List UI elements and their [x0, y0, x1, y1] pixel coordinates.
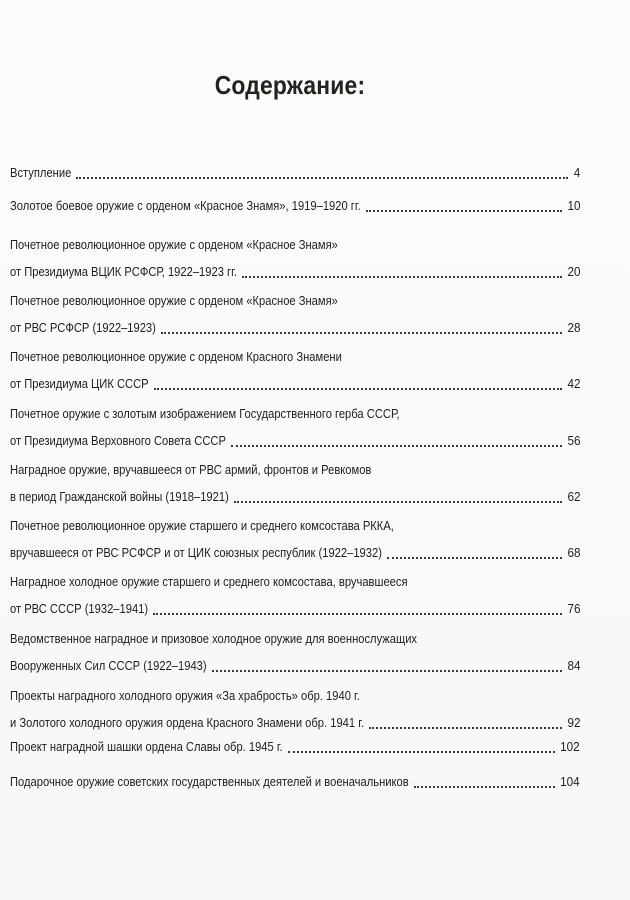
toc-entry-title-line: Наградное холодное оружие старшего и среднего комсостава, вручавшееся [10, 574, 408, 589]
page-number: 28 [566, 320, 580, 335]
toc-entry[interactable] [10, 462, 580, 505]
toc-entry-title-line: Ведомственное наградное и призовое холодное оружие для военнослужащих [10, 631, 418, 646]
toc-entry-title-line: от РВС СССР (1932–1941) [10, 601, 149, 616]
page-number: 76 [566, 601, 580, 616]
toc-entry[interactable] [10, 165, 580, 181]
dot-leader [288, 751, 556, 753]
dot-leader [234, 501, 562, 503]
dot-leader [414, 786, 556, 788]
dot-leader [387, 557, 562, 559]
dot-leader [369, 727, 562, 729]
page-number: 68 [566, 545, 580, 560]
toc-entry[interactable] [10, 198, 580, 214]
dot-leader [212, 670, 562, 672]
dot-leader [231, 445, 562, 447]
dot-leader [161, 332, 562, 334]
page-number: 62 [566, 489, 580, 504]
toc-entry[interactable] [10, 349, 580, 392]
page-number: 102 [560, 739, 580, 754]
toc-entry[interactable] [10, 774, 580, 790]
page-number: 92 [566, 715, 580, 730]
page-number: 84 [566, 658, 580, 673]
toc-entry-title-line: от Президиума ЦИК СССР [10, 376, 149, 391]
toc-entry-title-line: Золотое боевое оружие с орденом «Красное Знамя», 1919–1920 гг. [10, 198, 361, 213]
toc-entry-title-line: Почетное революционное оружие с орденом «Красное Знамя» [10, 237, 338, 252]
toc-entry-title-line: Почетное революционное оружие с орденом «Красное Знамя» [10, 293, 338, 308]
toc-entry[interactable] [10, 293, 580, 336]
page-number: 104 [560, 774, 580, 789]
toc-entry[interactable] [10, 237, 580, 280]
toc-entry-title-line: Подарочное оружие советских государственных деятелей и военачальников [10, 774, 409, 789]
page-number: 42 [566, 376, 580, 391]
page-number: 10 [566, 198, 580, 213]
toc-entry-title-line: Наградное оружие, вручавшееся от РВС армий, фронтов и Ревкомов [10, 462, 372, 477]
dot-leader [153, 613, 562, 615]
toc-entry-title-line: Проекты наградного холодного оружия «За храбрость» обр. 1940 г. [10, 688, 360, 703]
toc-entry-title-line: от РВС РСФСР (1922–1923) [10, 320, 156, 335]
toc-entry[interactable] [10, 574, 580, 617]
toc-entry-title-line: Почетное оружие с золотым изображением Государственного герба СССР, [10, 406, 400, 421]
dot-leader [366, 210, 562, 212]
toc-entry[interactable] [10, 406, 580, 449]
dot-leader [242, 276, 562, 278]
toc-entry[interactable] [10, 631, 580, 674]
toc-entry-title-line: вручавшееся от РВС РСФСР и от ЦИК союзных республик (1922–1932) [10, 545, 382, 560]
page-number: 56 [566, 433, 580, 448]
toc-entry-title-line: Почетное революционное оружие старшего и среднего комсостава РККА, [10, 518, 394, 533]
page-number: 20 [566, 264, 580, 279]
toc-entry-title-line: Проект наградной шашки ордена Славы обр. 1945 г. [10, 739, 283, 754]
toc-entry-title-line: Почетное революционное оружие с орденом Красного Знамени [10, 349, 342, 364]
page-title: Содержание: [214, 70, 366, 100]
toc-entry-title-line: от Президиума ВЦИК РСФСР, 1922–1923 гг. [10, 264, 237, 279]
toc-entry[interactable] [10, 518, 580, 561]
toc-entry-title-line: Вступление [10, 165, 72, 180]
toc-entry[interactable] [10, 739, 580, 755]
toc-entry[interactable] [10, 688, 580, 731]
toc-entry-title-line: в период Гражданской войны (1918–1921) [10, 489, 229, 504]
toc-entry-title-line: от Президиума Верховного Совета СССР [10, 433, 226, 448]
dot-leader [76, 177, 568, 179]
page-number: 4 [573, 165, 580, 180]
toc-entry-title-line: и Золотого холодного оружия ордена Красного Знамени обр. 1941 г. [10, 715, 365, 730]
toc-entry-title-line: Вооруженных Сил СССР (1922–1943) [10, 658, 207, 673]
dot-leader [154, 388, 562, 390]
